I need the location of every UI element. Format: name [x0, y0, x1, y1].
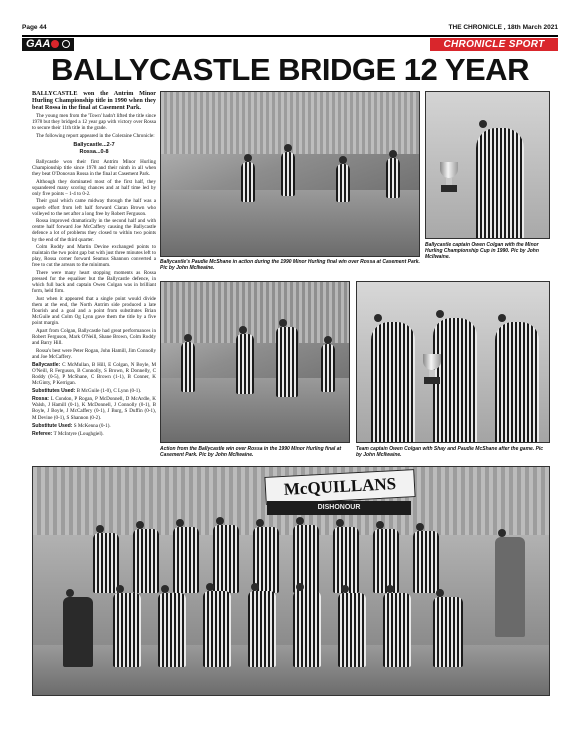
gaa-label: GAA: [26, 38, 51, 50]
player-figure: [293, 591, 321, 667]
football-icon: [62, 40, 70, 48]
referee-line: [32, 431, 156, 437]
score-home: Ballycastle...2-7: [73, 141, 115, 148]
publication-line: THE CHRONICLE , 18th March 2021: [448, 24, 558, 31]
article-paragraph: There were many heart stopping moments as Rossa pressed for the equaliser but the Ballycastle defence, in which full back and captain Owen Colgan was in brilliant form, held firm.: [32, 269, 156, 295]
chronicle-sport-badge: CHRONICLE SPORT: [430, 38, 558, 51]
article-paragraph: Their goal which came midway through the half was a superb effort from left half forward Ciaran Brown who volleyed to the net after a long free by Robert Ferguson.: [32, 198, 156, 217]
page-number: Page 44: [22, 24, 47, 31]
player-figure: [93, 533, 119, 593]
player-figure: [373, 529, 399, 593]
team-photo: [32, 466, 550, 696]
trio-photo: [356, 281, 550, 443]
player-figure: [333, 527, 359, 593]
referee-label: Referee:: [32, 430, 53, 437]
article-paragraph: Rossa improved dramatically in the second half and with centre half forward Joe McCaffery causing the Ballycastle defence a lot of problems they closed to within two points by the end of the third quarter.: [32, 218, 156, 243]
captain-photo-caption: Ballycastle captain Owen Colgan with the Minor Hurling Championship Cup in 1990. Pic by John McIlwaine.: [425, 242, 539, 260]
player-figure: [383, 593, 411, 667]
player-figure: [113, 593, 141, 667]
trophy-icon: [421, 354, 443, 384]
team-list: L Condon, P Rogan, P McDonnell, D McArdle, K Walsh, J Hamill (0-1), K McDonnell, J Connolly (0-1), B Boyle, J Boyle, J McCaffery (0-1), J Burg, S Duffin (0-1), M Devine (0-1), S Shannon (0-2).: [32, 396, 156, 421]
article-paragraph: Just when it appeared that a single point would divide them at the end, the North Antrim side produced a late flourish and a goal and a point from substitutes Brian McGuile and Colm Og Lynn gave them the title by a five point margin.: [32, 295, 156, 327]
team-label: Ballycastle:: [32, 361, 61, 368]
player-figure: [173, 527, 199, 593]
article-lead: BALLYCASTLE won the Antrim Minor Hurling Championship title in 1990 when they beat Rossa in the final at Casement Park.: [32, 90, 156, 111]
score-away: Rossa...0-8: [79, 148, 109, 155]
player-figure: [495, 322, 539, 443]
player-figure: [413, 531, 439, 593]
article-body: [32, 90, 156, 450]
subs-list: S McKenna (0-1).: [73, 422, 111, 429]
player-figure: [281, 152, 295, 196]
player-figure: [158, 593, 186, 667]
captain-figure: [476, 128, 524, 239]
action-photo-caption: Ballycastle's Paudie McShane in action during the 1990 Minor Hurling final win over Rossa at Casement Park. Pic by John McIlwaine.: [160, 259, 420, 271]
action2-photo-caption: Action from the Ballycastle win over Rossa in the 1990 Minor Hurling final at Casement Park. Pic by John McIlwaine.: [160, 446, 342, 458]
header-rule: [22, 35, 558, 37]
article-paragraph: Apart from Colgan, Ballycastle had great performances in Robert Ferguson, Mark O'Neill, Shane Brown, Colm Roddy and Barry Hill.: [32, 327, 156, 346]
article-paragraph: Colm Roddy and Martin Devine exchanged points to maintain the two point gap but with just three minutes left to play, Rossa corner forward Seamus Shannon converted a free to cut the arrears to the minimum.: [32, 244, 156, 269]
trio-photo-caption: Team captain Owen Colgan with Shay and Paudie McShane after the game. Pic by John McIlwaine.: [356, 446, 544, 458]
player-figure: [248, 591, 276, 667]
trophy-icon: [438, 162, 460, 192]
article-paragraph: Ballycastle won their first Antrim Minor Hurling Championship title since 1978 and their ninth in all when they beat O'Donovan Rossa in the final at Casement Park.: [32, 158, 156, 178]
photo-pitch: [161, 190, 419, 256]
mcquillans-banner: McQUILLANS: [264, 469, 415, 505]
headline: BALLYCASTLE BRIDGE 12 YEAR: [51, 52, 529, 87]
player-figure: [241, 162, 255, 202]
photo-pitch: [33, 645, 549, 695]
action2-photo: [160, 281, 350, 443]
player-figure: [336, 164, 350, 202]
player-figure: [236, 334, 254, 394]
article-paragraph: Rossa's best were Peter Rogan, John Hamill, Jim Connolly and Joe McCaffery.: [32, 347, 156, 360]
player-figure: [321, 344, 335, 392]
sliotar-icon: [51, 40, 59, 48]
player-figure: [371, 322, 415, 443]
player-figure: [63, 597, 93, 667]
article-paragraph: The young men from the 'Town' hadn't lifted the title since 1978 but they bridged a 12 year gap with victory over Rossa to secure their 11th title in the grade.: [32, 113, 156, 132]
team-list: C McMullan, B Hill, E Colgan, N Boyle, M O'Neill, R Ferguson, B Connolly, S Brown, R Donnelly, C Roddy (0-5), P McShane, C Brown (1-1), B Conner, K McGinty, P Kerrigan.: [32, 361, 156, 387]
rossa-subs: [32, 423, 156, 429]
referee-name: T McIntyre (Loughgiel).: [53, 430, 104, 437]
player-figure: [181, 342, 195, 392]
gaa-section-badge: [22, 38, 74, 51]
player-figure: [133, 529, 159, 593]
page-header: [22, 22, 558, 34]
player-figure: [213, 525, 239, 593]
article-paragraph: The following report appeared in the Coleraine Chronicle:: [36, 132, 155, 139]
action-photo: [160, 91, 420, 257]
team-label: Rossa:: [32, 396, 49, 403]
player-figure: [433, 597, 463, 667]
subs-label: Substitutes Used:: [32, 388, 76, 395]
captain-photo: [425, 91, 550, 239]
player-figure: [276, 327, 298, 397]
article-paragraph: Although they dominated most of the first half, they squandered many scoring chances and at half time led by only five points – 1-4 to 0-2.: [32, 178, 156, 197]
rossa-lineup: [32, 396, 156, 420]
player-figure: [386, 158, 400, 198]
ballycastle-lineup: [32, 362, 156, 386]
player-figure: [203, 591, 231, 667]
subs-label: Substitute Used:: [32, 422, 73, 429]
subs-list: B McGuile (1-0), C Lynn (0-1).: [76, 388, 142, 395]
scoreline: [32, 142, 156, 156]
ballycastle-subs: [32, 388, 156, 394]
player-figure: [338, 593, 366, 667]
dishonour-banner: DISHONOUR: [267, 501, 411, 515]
official-figure: [495, 537, 525, 637]
